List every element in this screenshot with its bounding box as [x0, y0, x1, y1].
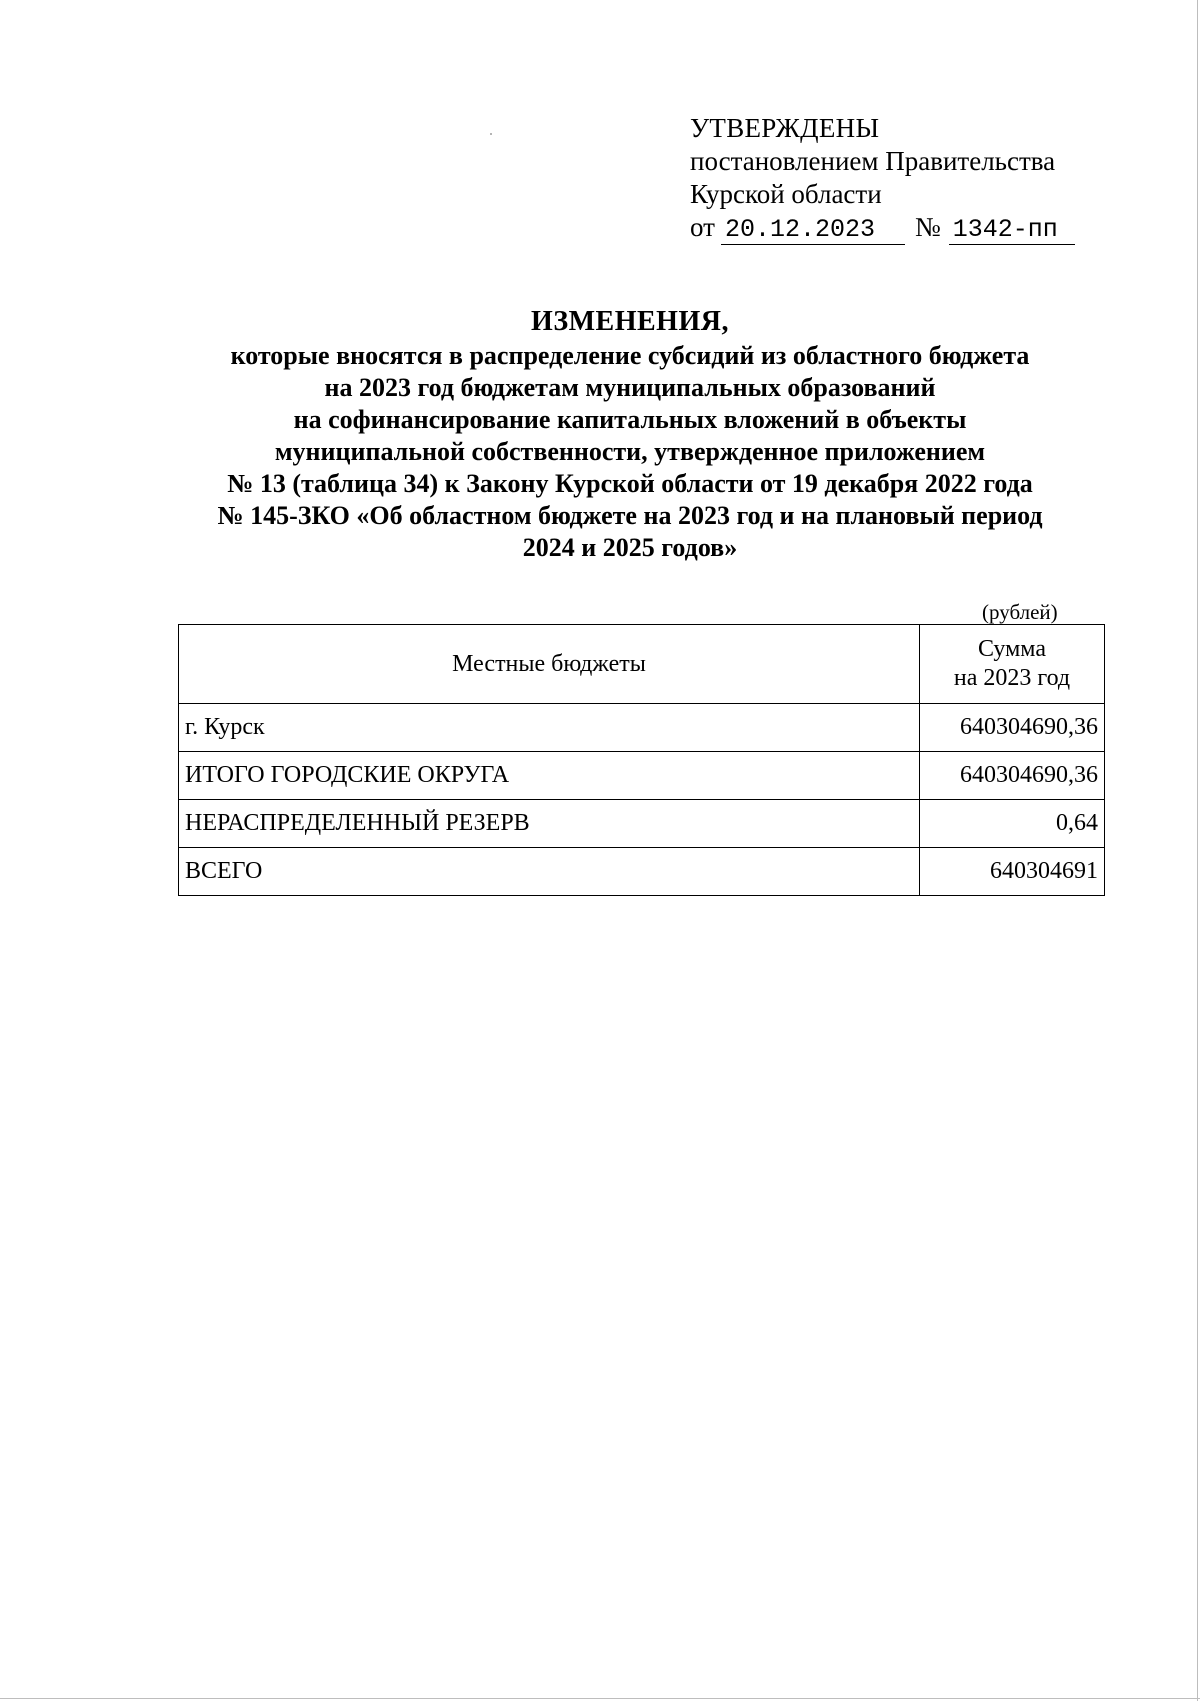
row-name: НЕРАСПРЕДЕЛЕННЫЙ РЕЗЕРВ	[179, 800, 920, 848]
table-row	[179, 800, 1105, 848]
table-header-row	[179, 625, 1105, 704]
row-name: ВСЕГО	[179, 848, 920, 896]
title-line: на 2023 год бюджетам муниципальных образований	[324, 373, 936, 402]
table-row	[179, 848, 1105, 896]
scan-speck	[490, 133, 492, 135]
date-prefix: от	[690, 212, 715, 242]
approval-stamp	[690, 112, 1075, 245]
column-header-sum-line-2: на 2023 год	[953, 665, 1071, 691]
title-main: ИЗМЕНЕНИЯ,	[531, 306, 729, 337]
title-line: № 13 (таблица 34) к Закону Курской области от 19 декабря 2022 года	[227, 469, 1033, 498]
title-line: муниципальной собственности, утвержденное приложением	[274, 437, 986, 466]
approval-line-2: Курской области	[690, 179, 882, 209]
approval-date-number-row	[690, 211, 1075, 245]
row-amount: 640304690,36	[920, 704, 1105, 752]
title-line: на софинансирование капитальных вложений в объекты	[293, 405, 967, 434]
title-line: которые вносятся в распределение субсидий из областного бюджета	[230, 341, 1030, 370]
row-name: г. Курск	[179, 704, 920, 752]
title-line: 2024 и 2025 годов»	[522, 533, 738, 562]
column-header-sum	[920, 625, 1105, 704]
page-edge-bottom	[0, 1698, 1200, 1699]
page-edge-right	[1197, 0, 1198, 1701]
units-label: (рублей)	[982, 600, 1058, 624]
column-header-sum-line-1: Сумма	[978, 636, 1046, 662]
approval-line-1: постановлением Правительства	[690, 146, 1056, 176]
budget-table	[178, 624, 1105, 896]
title-line: № 145-ЗКО «Об областном бюджете на 2023 год и на плановый период	[217, 501, 1043, 530]
row-amount: 0,64	[920, 800, 1105, 848]
table-row	[179, 752, 1105, 800]
row-amount: 640304690,36	[920, 752, 1105, 800]
row-name: ИТОГО ГОРОДСКИЕ ОКРУГА	[179, 752, 920, 800]
column-header-budgets: Местные бюджеты	[179, 625, 920, 704]
document-title	[120, 306, 1140, 564]
number-prefix: №	[914, 212, 941, 242]
table-row	[179, 704, 1105, 752]
approval-date: 20.12.2023	[721, 216, 905, 245]
approval-heading: УТВЕРЖДЕНЫ	[690, 113, 880, 143]
approval-number: 1342-пп	[949, 216, 1075, 245]
row-amount: 640304691	[920, 848, 1105, 896]
